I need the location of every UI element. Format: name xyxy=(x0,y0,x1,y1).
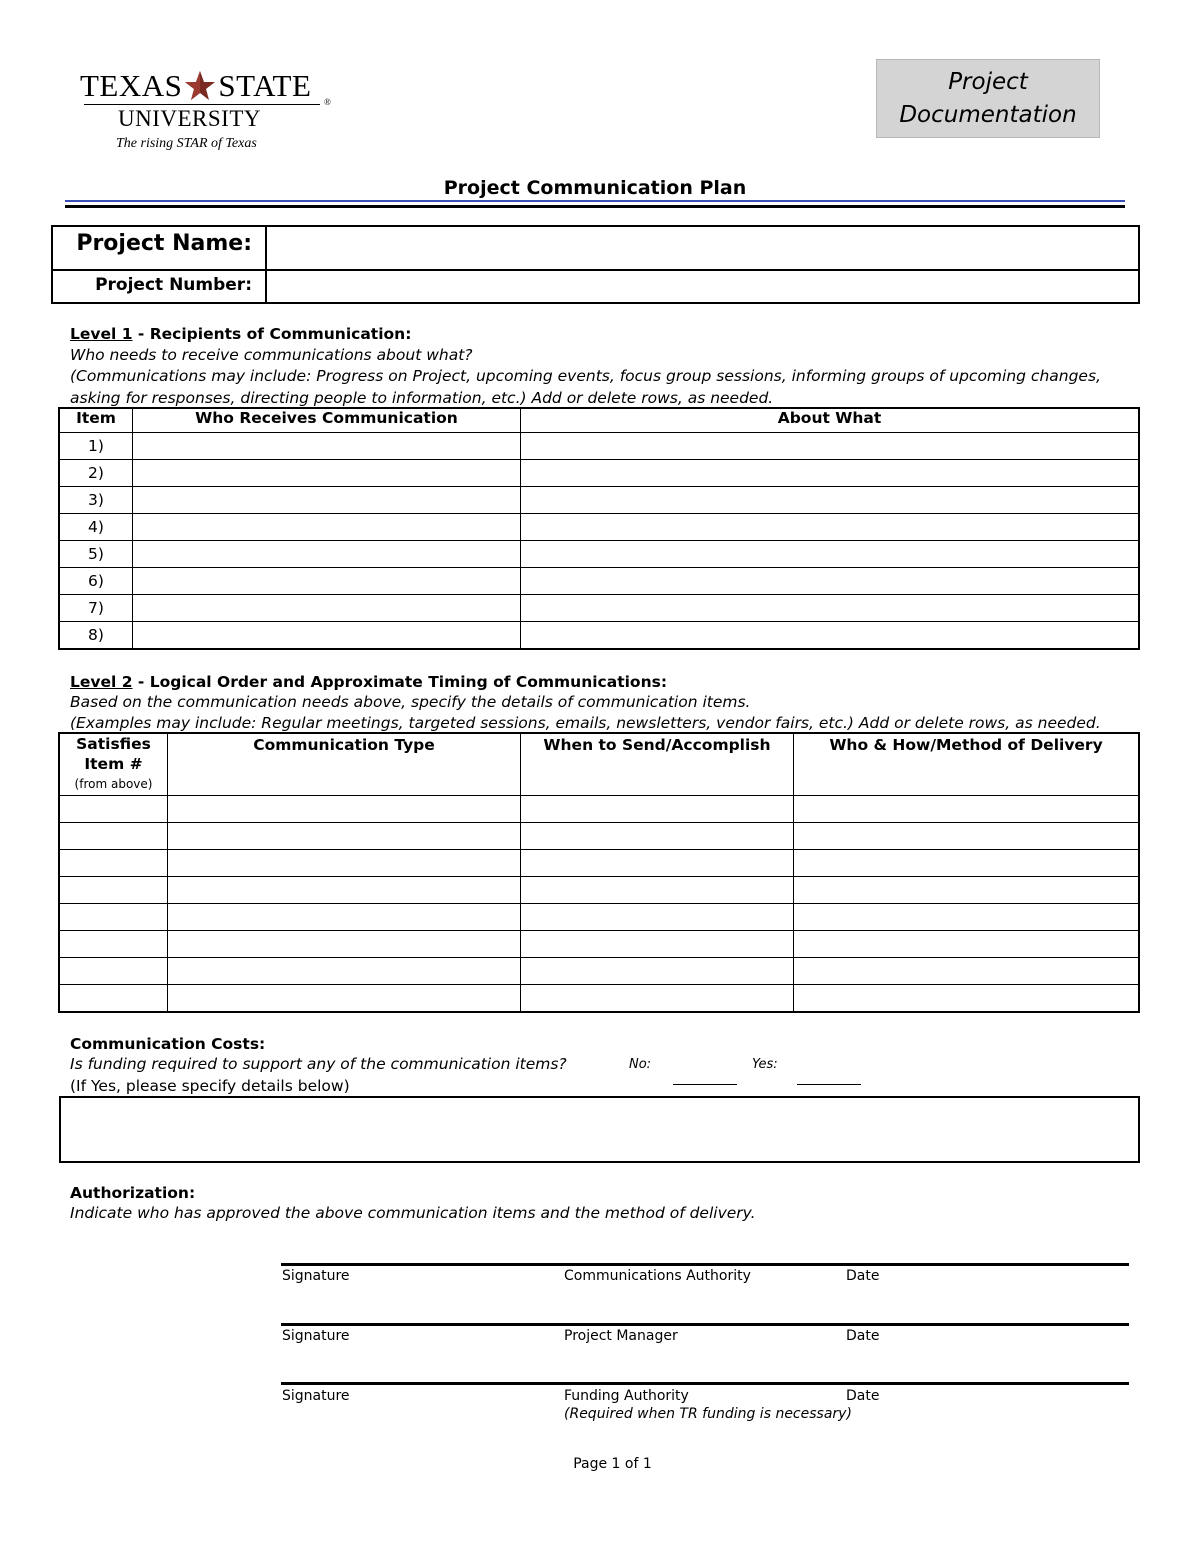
table-row xyxy=(60,877,1139,904)
item-number: 1) xyxy=(60,433,133,460)
when-cell[interactable] xyxy=(521,931,794,958)
table-row xyxy=(60,931,1139,958)
method-cell[interactable] xyxy=(794,796,1139,823)
who-cell[interactable] xyxy=(133,595,521,622)
about-cell[interactable] xyxy=(521,622,1139,649)
who-cell[interactable] xyxy=(133,622,521,649)
table-row xyxy=(60,541,1139,568)
about-cell[interactable] xyxy=(521,487,1139,514)
level2-heading xyxy=(70,673,667,691)
signatory-role: Funding Authority xyxy=(564,1388,689,1404)
logo-word-state: STATE xyxy=(218,68,312,103)
page-title: Project Communication Plan xyxy=(443,177,747,199)
level1-heading-text: - Recipients of Communication: xyxy=(132,325,412,343)
signature-line[interactable] xyxy=(281,1382,1129,1385)
item-ref-cell[interactable] xyxy=(60,796,168,823)
table-row xyxy=(60,796,1139,823)
signatory-role: Project Manager xyxy=(564,1328,678,1344)
item-number: 5) xyxy=(60,541,133,568)
costs-note: (If Yes, please specify details below) xyxy=(70,1077,350,1095)
costs-details-box[interactable] xyxy=(59,1096,1140,1163)
satisfies-line2: Item # xyxy=(84,755,143,773)
type-cell[interactable] xyxy=(168,958,521,985)
level2-line2: (Examples may include: Regular meetings, targeted sessions, emails, newsletters, vendor fairs, etc.) Add or delete rows, as needed. xyxy=(70,714,1101,732)
logo-underline xyxy=(84,104,320,105)
date-label: Date xyxy=(846,1328,880,1344)
type-cell[interactable] xyxy=(168,985,521,1012)
table-row xyxy=(60,433,1139,460)
when-cell[interactable] xyxy=(521,796,794,823)
type-cell[interactable] xyxy=(168,931,521,958)
who-cell[interactable] xyxy=(133,433,521,460)
costs-no-field[interactable] xyxy=(673,1066,737,1085)
level2-label: Level 2 xyxy=(70,673,133,691)
method-cell[interactable] xyxy=(794,877,1139,904)
date-label: Date xyxy=(846,1388,880,1404)
logo-university: UNIVERSITY xyxy=(118,106,261,131)
who-cell[interactable] xyxy=(133,487,521,514)
authorization-heading: Authorization: xyxy=(70,1184,196,1202)
when-cell[interactable] xyxy=(521,904,794,931)
type-cell[interactable] xyxy=(168,877,521,904)
item-number: 2) xyxy=(60,460,133,487)
item-ref-cell[interactable] xyxy=(60,931,168,958)
method-cell[interactable] xyxy=(794,850,1139,877)
table-row xyxy=(60,622,1139,649)
table-row xyxy=(60,823,1139,850)
when-cell[interactable] xyxy=(521,823,794,850)
table-row xyxy=(60,460,1139,487)
level1-heading xyxy=(70,325,411,343)
badge-line-2: Documentation xyxy=(899,101,1077,128)
type-cell[interactable] xyxy=(168,904,521,931)
col-header-communication-type: Communication Type xyxy=(168,734,521,796)
table-row xyxy=(60,568,1139,595)
timing-header-row xyxy=(60,734,1139,796)
method-cell[interactable] xyxy=(794,904,1139,931)
method-cell[interactable] xyxy=(794,985,1139,1012)
logo-word-texas: TEXAS xyxy=(80,68,183,103)
authorization-text: Indicate who has approved the above communication items and the method of delivery. xyxy=(70,1204,756,1222)
about-cell[interactable] xyxy=(521,460,1139,487)
level2-line1: Based on the communication needs above, specify the details of communication items. xyxy=(70,693,751,711)
type-cell[interactable] xyxy=(168,796,521,823)
signature-label: Signature xyxy=(282,1328,350,1344)
type-cell[interactable] xyxy=(168,850,521,877)
col-header-who-how: Who & How/Method of Delivery xyxy=(794,734,1139,796)
table-row xyxy=(60,850,1139,877)
col-header-about-what: About What xyxy=(521,409,1139,433)
signature-label: Signature xyxy=(282,1388,350,1404)
item-ref-cell[interactable] xyxy=(60,958,168,985)
table-row xyxy=(60,904,1139,931)
funding-authority-note: (Required when TR funding is necessary) xyxy=(564,1406,852,1422)
item-number: 8) xyxy=(60,622,133,649)
level1-note-line1: (Communications may include: Progress on Project, upcoming events, focus group sessions, informing groups of upcoming changes, xyxy=(70,367,1101,385)
table-row xyxy=(60,487,1139,514)
col-header-item: Item xyxy=(60,409,133,433)
table-row xyxy=(60,985,1139,1012)
who-cell[interactable] xyxy=(133,568,521,595)
signature-line[interactable] xyxy=(281,1263,1129,1266)
project-documentation-badge xyxy=(876,59,1100,138)
method-cell[interactable] xyxy=(794,823,1139,850)
satisfies-line1: Satisfies xyxy=(76,735,151,753)
who-cell[interactable] xyxy=(133,460,521,487)
project-info-divider xyxy=(265,227,267,302)
satisfies-sub: (from above) xyxy=(74,777,153,791)
about-cell[interactable] xyxy=(521,514,1139,541)
table-row xyxy=(60,958,1139,985)
title-rule-blue xyxy=(65,200,1125,202)
method-cell[interactable] xyxy=(794,958,1139,985)
signature-label: Signature xyxy=(282,1268,350,1284)
signature-line[interactable] xyxy=(281,1323,1129,1326)
item-number: 4) xyxy=(60,514,133,541)
who-cell[interactable] xyxy=(133,541,521,568)
when-cell[interactable] xyxy=(521,850,794,877)
item-ref-cell[interactable] xyxy=(60,904,168,931)
page-number: Page 1 of 1 xyxy=(573,1456,652,1472)
logo-wordmark xyxy=(80,68,311,104)
item-number: 6) xyxy=(60,568,133,595)
level1-question: Who needs to receive communications about what? xyxy=(70,346,473,364)
project-name-field[interactable] xyxy=(269,227,1138,269)
method-cell[interactable] xyxy=(794,931,1139,958)
item-ref-cell[interactable] xyxy=(60,985,168,1012)
title-rule-black xyxy=(65,205,1125,208)
star-icon xyxy=(184,70,216,102)
costs-heading: Communication Costs: xyxy=(70,1035,266,1053)
registered-mark: ® xyxy=(324,97,331,107)
item-ref-cell[interactable] xyxy=(60,850,168,877)
table-row xyxy=(60,595,1139,622)
level1-label: Level 1 xyxy=(70,325,133,343)
costs-yes-label: Yes: xyxy=(752,1057,778,1072)
timing-table xyxy=(59,733,1139,1012)
costs-no-label: No: xyxy=(629,1057,652,1072)
item-number: 7) xyxy=(60,595,133,622)
when-cell[interactable] xyxy=(521,985,794,1012)
when-cell[interactable] xyxy=(521,958,794,985)
signatory-role: Communications Authority xyxy=(564,1268,751,1284)
col-header-satisfies-item xyxy=(60,734,168,796)
level1-note-line2: asking for responses, directing people to information, etc.) Add or delete rows, as needed. xyxy=(70,389,774,407)
costs-question: Is funding required to support any of the communication items? xyxy=(70,1055,567,1073)
about-cell[interactable] xyxy=(521,433,1139,460)
badge-line-1: Project xyxy=(948,68,1028,95)
project-number-label: Project Number: xyxy=(95,275,252,295)
project-name-label: Project Name: xyxy=(76,231,252,256)
item-ref-cell[interactable] xyxy=(60,823,168,850)
recipients-header-row xyxy=(60,409,1139,433)
item-number: 3) xyxy=(60,487,133,514)
project-number-field[interactable] xyxy=(269,271,1138,302)
about-cell[interactable] xyxy=(521,541,1139,568)
project-info-box xyxy=(51,225,1140,304)
type-cell[interactable] xyxy=(168,823,521,850)
about-cell[interactable] xyxy=(521,568,1139,595)
university-logo xyxy=(80,64,340,156)
who-cell[interactable] xyxy=(133,514,521,541)
logo-tagline: The rising STAR of Texas xyxy=(116,136,257,151)
col-header-when-to-send: When to Send/Accomplish xyxy=(521,734,794,796)
item-ref-cell[interactable] xyxy=(60,877,168,904)
recipients-table xyxy=(59,408,1139,649)
table-row xyxy=(60,514,1139,541)
col-header-who-receives: Who Receives Communication xyxy=(133,409,521,433)
costs-yes-field[interactable] xyxy=(797,1066,861,1085)
level2-heading-text: - Logical Order and Approximate Timing of Communications: xyxy=(132,673,668,691)
about-cell[interactable] xyxy=(521,595,1139,622)
date-label: Date xyxy=(846,1268,880,1284)
when-cell[interactable] xyxy=(521,877,794,904)
